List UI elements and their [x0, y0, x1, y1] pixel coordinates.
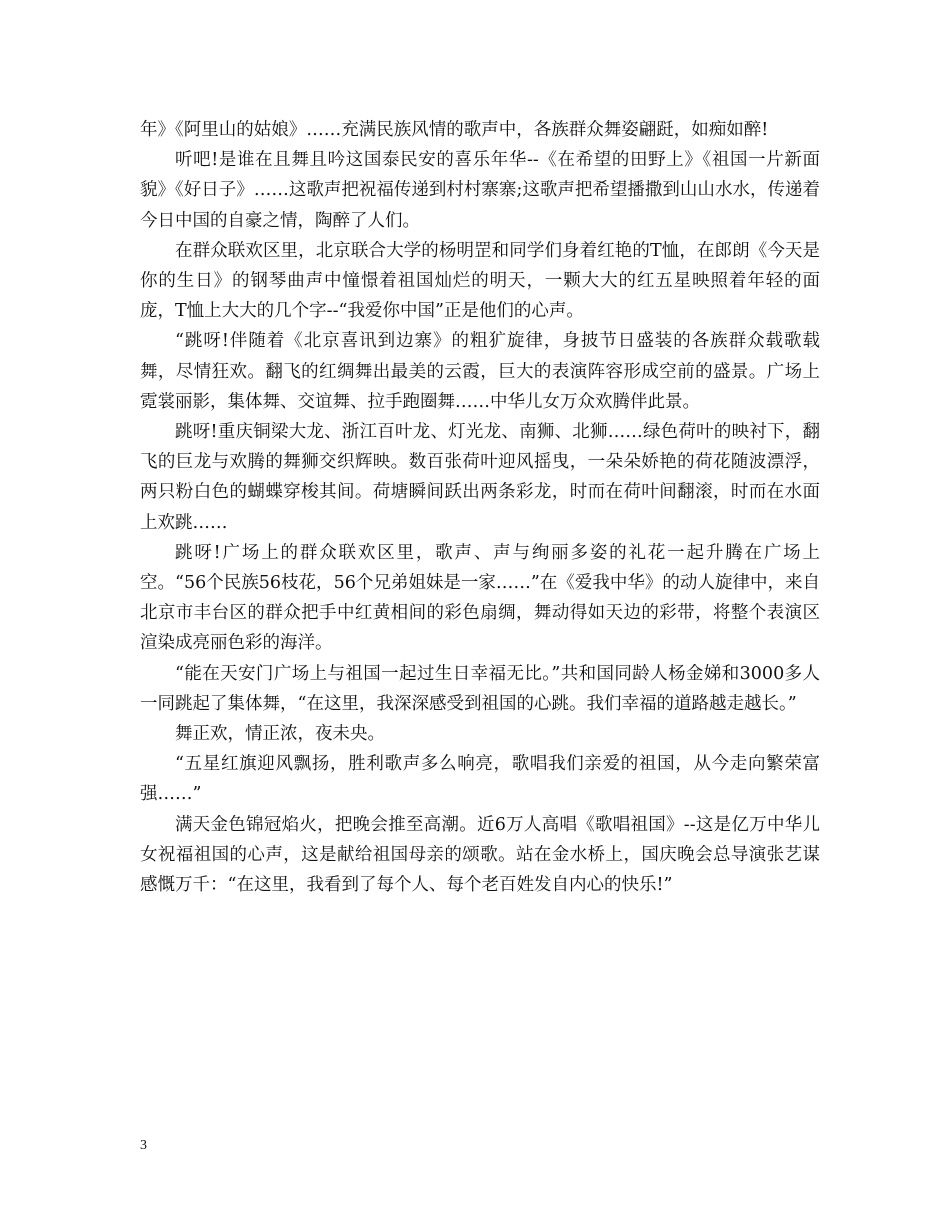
- paragraph: “能在天安门广场上与祖国一起过生日幸福无比。”共和国同龄人杨金娣和3000多人一同跳起了集体舞，“在这里，我深深感受到祖国的心跳。我们幸福的道路越走越长。”: [140, 663, 820, 714]
- paragraph-continued: 年》《阿里山的姑娘》……充满民族风情的歌声中，各族群众舞姿翩跹，如痴如醉!: [140, 120, 769, 140]
- paragraph: 听吧!是谁在且舞且吟这国泰民安的喜乐年华--《在希望的田野上》《祖国一片新面貌》《好日子》……这歌声把祝福传递到村村寨寨;这歌声把希望播撒到山山水水，传递着今日中国的自豪之情，陶醉了人们。: [140, 150, 820, 231]
- paragraph: 满天金色锦冠焰火，把晚会推至高潮。近6万人高唱《歌唱祖国》--这是亿万中华儿女祝福祖国的心声，这是献给祖国母亲的颂歌。站在金水桥上，国庆晚会总导演张艺谋感慨万千：“在这里，我看到了每个人、每个老百姓发自内心的快乐!”: [140, 814, 820, 896]
- paragraph: 跳呀!广场上的群众联欢区里，歌声、声与绚丽多姿的礼花一起升腾在广场上空。“56个民族56枝花，56个兄弟姐妹是一家……”在《爱我中华》的动人旋律中，来自北京市丰台区的群众把手中红黄相间的彩色扇绸，舞动得如天边的彩带，将整个表演区渲染成亮丽色彩的海洋。: [140, 542, 820, 654]
- paragraph: “五星红旗迎风飘扬，胜利歌声多么响亮，歌唱我们亲爱的祖国，从今走向繁荣富强……”: [140, 754, 820, 805]
- paragraph: 舞正欢，情正浓，夜未央。: [175, 724, 385, 745]
- paragraph: 在群众联欢区里，北京联合大学的杨明罡和同学们身着红艳的T恤，在郎朗《今天是你的生日》的钢琴曲声中憧憬着祖国灿烂的明天，一颗大大的红五星映照着年轻的面庞，T恤上大大的几个字--“我爱你中国”正是他们的心声。: [140, 240, 820, 322]
- document-body: [140, 115, 820, 900]
- paragraph: 跳呀!重庆铜梁大龙、浙江百叶龙、灯光龙、南狮、北狮……绿色荷叶的映衬下，翻飞的巨龙与欢腾的舞狮交织辉映。数百张荷叶迎风摇曳，一朵朵娇艳的荷花随波漂浮，两只粉白色的蝴蝶穿梭其间。荷塘瞬间跃出两条彩龙，时而在荷叶间翻滚，时而在水面上欢跳……: [140, 422, 820, 533]
- paragraph: “跳呀!伴随着《北京喜讯到边寨》的粗犷旋律，身披节日盛装的各族群众载歌载舞，尽情狂欢。翻飞的红绸舞出最美的云霞，巨大的表演阵容形成空前的盛景。广场上霓裳丽影，集体舞、交谊舞、拉手跑圈舞……中华儿女万众欢腾伴此景。: [140, 331, 820, 412]
- page-number: 3: [140, 1138, 147, 1153]
